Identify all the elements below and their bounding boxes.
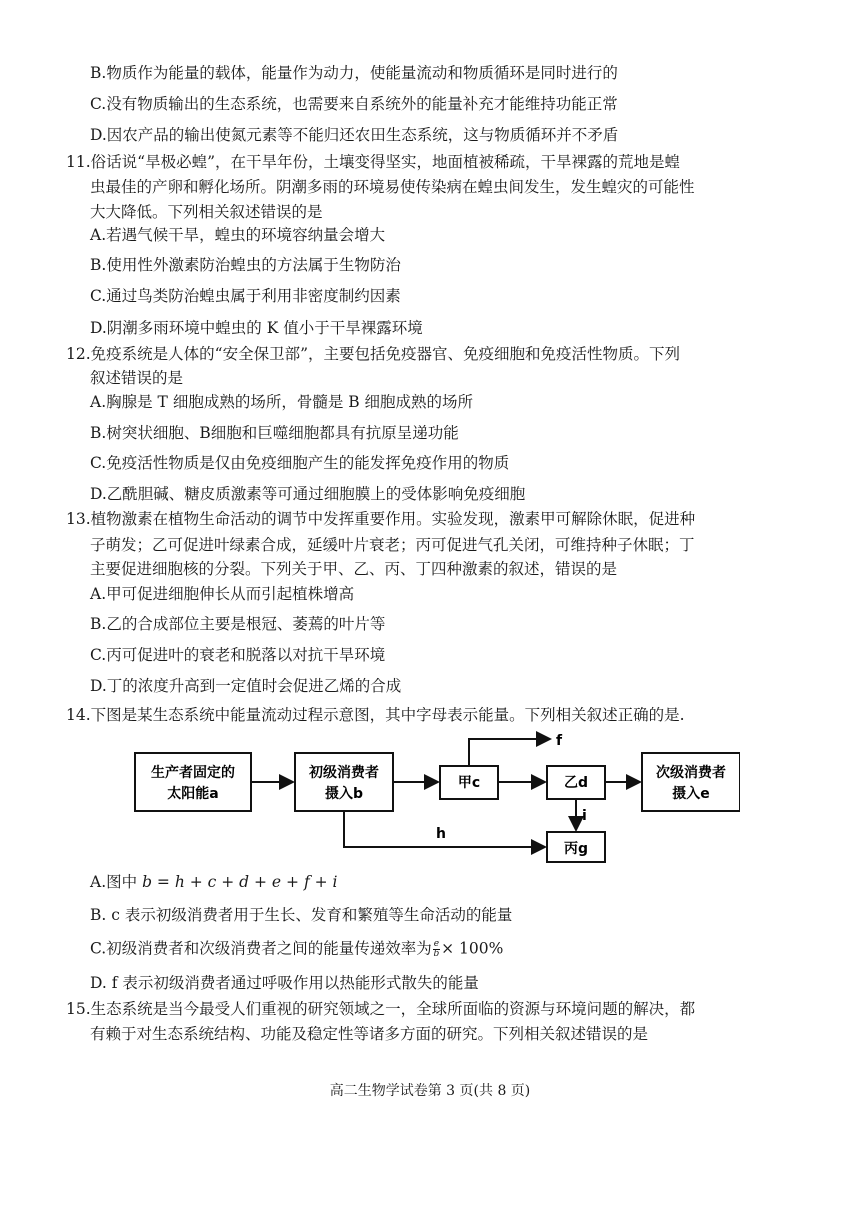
q14-option-d: D. f 表示初级消费者通过呼吸作用以热能形式散失的能量: [90, 974, 479, 992]
q10-option-c: C.没有物质输出的生态系统，也需要来自系统外的能量补充才能维持功能正常: [90, 95, 618, 113]
label-h: h: [436, 826, 446, 842]
q12-option-c: C.免疫活性物质是仅由免疫细胞产生的能发挥免疫作用的物质: [90, 454, 510, 472]
q11-option-d: D.阴潮多雨环境中蝗虫的 K 值小于干旱裸露环境: [90, 319, 423, 337]
q12-option-b: B.树突状细胞、B细胞和巨噬细胞都具有抗原呈递功能: [90, 424, 459, 442]
svg-text:生产者固定的: 生产者固定的: [151, 765, 235, 781]
q13-stem-line-2: 子萌发；乙可促进叶绿素合成，延缓叶片衰老；丙可促进气孔关闭，可维持种子休眠；丁: [90, 536, 695, 554]
q13-stem-line-1: 13.植物激素在植物生命活动的调节中发挥重要作用。实验发现，激素甲可解除休眠，促进种: [66, 510, 696, 528]
q14-option-c-suffix: × 100%: [441, 939, 504, 958]
q14-option-c: [90, 940, 503, 959]
svg-text:次级消费者: 次级消费者: [656, 765, 726, 781]
q12-stem-line-2: 叙述错误的是: [90, 369, 184, 387]
jia-box: [440, 766, 498, 799]
q13-option-a: A.甲可促进细胞伸长从而引起植株增高: [90, 585, 355, 603]
q12-stem-line-1: 12.免疫系统是人体的“安全保卫部”，主要包括免疫器官、免疫细胞和免疫活性物质。下列: [66, 345, 681, 363]
efficiency-fraction: [433, 940, 440, 959]
svg-text:甲c: 甲c: [457, 775, 481, 791]
primary-consumer-box: [295, 753, 393, 811]
page-footer: 高二生物学试卷第 3 页(共 8 页): [329, 1083, 531, 1099]
svg-text:初级消费者: 初级消费者: [309, 765, 379, 781]
svg-text:丙g: 丙g: [563, 841, 589, 857]
label-i: i: [582, 808, 587, 824]
arrow-c-to-f: [469, 739, 550, 766]
svg-text:摄入b: 摄入b: [324, 786, 364, 802]
svg-text:太阳能a: 太阳能a: [167, 786, 219, 802]
q11-option-c: C.通过鸟类防治蝗虫属于利用非密度制约因素: [90, 287, 401, 305]
q15-stem-line-1: 15.生态系统是当今最受人们重视的研究领域之一，全球所面临的资源与环境问题的解决，都: [66, 1000, 696, 1018]
svg-text:乙d: 乙d: [563, 775, 589, 791]
q13-option-d: D.丁的浓度升高到一定值时会促进乙烯的合成: [90, 677, 402, 695]
q12-option-a: A.胸腺是 T 细胞成熟的场所，骨髓是 B 细胞成熟的场所: [90, 393, 474, 411]
producer-box: [135, 753, 251, 811]
q10-option-b: B.物质作为能量的载体，能量作为动力，使能量流动和物质循环是同时进行的: [90, 64, 618, 82]
q11-option-a: A.若遇气候干旱，蝗虫的环境容纳量会增大: [90, 226, 386, 244]
yi-box: [547, 766, 605, 799]
label-f: f: [556, 733, 563, 749]
q11-option-b: B.使用性外激素防治蝗虫的方法属于生物防治: [90, 256, 401, 274]
q15-stem-line-2: 有赖于对生态系统结构、功能及稳定性等诸多方面的研究。下列相关叙述错误的是: [90, 1025, 649, 1043]
q13-option-c: C.丙可促进叶的衰老和脱落以对抗干旱环境: [90, 646, 386, 664]
fraction-numerator: e: [433, 939, 440, 949]
q14-option-a-prefix: A.图中: [90, 873, 143, 891]
svg-text:摄入e: 摄入e: [672, 786, 710, 802]
q13-option-b: B.乙的合成部位主要是根冠、萎蔫的叶片等: [90, 615, 386, 633]
q11-stem-line-1: 11.俗话说“旱极必蝗”，在干旱年份，土壤变得坚实，地面植被稀疏，干旱裸露的荒地是蝗: [66, 153, 681, 171]
energy-flow-diagram: [120, 726, 740, 866]
q13-stem-line-3: 主要促进细胞核的分裂。下列关于甲、乙、丙、丁四种激素的叙述，错误的是: [90, 560, 618, 578]
q14-option-a-formula: b = h + c + d + e + f + i: [142, 873, 338, 891]
secondary-consumer-box: [642, 753, 740, 811]
q14-option-b: B. c 表示初级消费者用于生长、发育和繁殖等生命活动的能量: [90, 906, 513, 924]
bing-box: [547, 832, 605, 862]
q14-option-c-prefix: C.初级消费者和次级消费者之间的能量传递效率为: [90, 939, 432, 958]
q14-option-a: [90, 875, 338, 891]
fraction-denominator: b: [433, 949, 440, 959]
q11-stem-line-3: 大大降低。下列相关叙述错误的是: [90, 203, 323, 221]
q12-option-d: D.乙酰胆碱、糖皮质激素等可通过细胞膜上的受体影响免疫细胞: [90, 485, 526, 503]
q14-stem: 14.下图是某生态系统中能量流动过程示意图，其中字母表示能量。下列相关叙述正确的是.: [66, 706, 685, 724]
q11-stem-line-2: 虫最佳的产卵和孵化场所。阴潮多雨的环境易使传染病在蝗虫间发生，发生蝗灾的可能性: [90, 178, 695, 196]
q10-option-d: D.因农产品的输出使氮元素等不能归还农田生态系统，这与物质循环并不矛盾: [90, 126, 619, 144]
